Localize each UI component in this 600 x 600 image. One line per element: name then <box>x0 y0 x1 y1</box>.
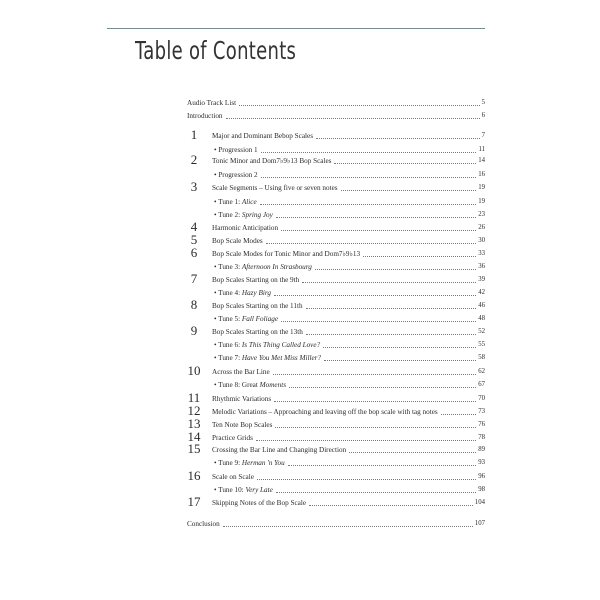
entry-title <box>212 366 270 378</box>
entry-title-text: • Tune 10: <box>214 486 246 494</box>
toc-entry <box>0 390 600 405</box>
page-number: 107 <box>474 520 485 527</box>
dot-leader <box>274 390 476 402</box>
toc-entry <box>0 339 600 351</box>
entry-title-text: Scale on Scale <box>212 473 254 481</box>
page-number: 104 <box>474 499 485 506</box>
dot-leader <box>306 297 477 309</box>
chapter-number: 15 <box>187 441 201 456</box>
toc-entry <box>0 484 600 496</box>
entry-title <box>214 313 278 325</box>
tune-title: Have You Met Miss Miller? <box>241 354 322 362</box>
dot-leader <box>289 376 476 388</box>
tune-title: Spring Joy <box>241 211 273 219</box>
page-number: 73 <box>478 408 485 415</box>
dot-leader <box>281 310 476 322</box>
page-number: 30 <box>478 237 485 244</box>
page-number: 67 <box>478 381 485 388</box>
dot-leader <box>441 403 477 415</box>
dot-leader <box>275 416 476 428</box>
page-number: 26 <box>478 224 485 231</box>
entry-title <box>187 110 223 122</box>
dot-leader <box>256 429 476 441</box>
page-number: 6 <box>481 112 485 119</box>
tune-title: Alice <box>241 198 257 206</box>
chapter-number: 14 <box>187 429 201 444</box>
dot-leader <box>288 454 477 466</box>
page-number: 39 <box>478 276 485 283</box>
entry-title-text: Practice Grids <box>212 434 253 442</box>
page-number: 19 <box>478 198 485 205</box>
entry-title <box>212 235 263 247</box>
page-number: 11 <box>478 146 485 153</box>
dot-leader <box>334 152 476 164</box>
chapter-number: 9 <box>190 323 198 338</box>
tune-title: Moments <box>259 381 287 389</box>
dot-leader <box>323 336 476 348</box>
page-number: 23 <box>478 211 485 218</box>
dot-leader <box>309 494 473 506</box>
chapter-number: 6 <box>190 245 198 260</box>
chapter-number: 13 <box>187 416 201 431</box>
entry-title-text: Melodic Variations – Approaching and leaving off the bop scale with tag notes <box>212 408 438 416</box>
dot-leader <box>306 323 476 335</box>
entry-title-text: Scale Segments – Using five or seven notes <box>212 184 338 192</box>
entry-title-text: Rhythmic Variations <box>212 395 272 403</box>
chapter-number: 16 <box>187 468 201 483</box>
page-number: 76 <box>478 421 485 428</box>
toc-entry <box>0 232 600 247</box>
entry-title-text: Major and Dominant Bebop Scales <box>212 132 314 140</box>
page-number: 33 <box>478 250 485 257</box>
toc-entry <box>0 518 600 530</box>
chapter-number: 2 <box>190 152 198 167</box>
entry-title <box>214 261 312 273</box>
dot-leader <box>239 94 479 106</box>
page-number: 5 <box>481 99 485 106</box>
chapter-number: 7 <box>190 271 198 286</box>
page-number: 78 <box>478 434 485 441</box>
entry-title-text: Conclusion <box>187 520 220 528</box>
dot-leader <box>349 441 476 453</box>
dot-leader <box>274 284 476 296</box>
entry-title <box>214 209 273 221</box>
chapter-number: 5 <box>190 232 198 247</box>
entry-title-text: • Tune 6: <box>214 341 242 349</box>
toc-entry <box>0 169 600 181</box>
entry-title-text: Bop Scales Starting on the 11th <box>212 302 303 310</box>
tune-title: Afternoon In Strasbourg <box>241 263 312 271</box>
entry-title <box>214 484 273 496</box>
entry-title-text: Bop Scales Starting on the 9th <box>212 276 300 284</box>
page-number: 52 <box>478 328 485 335</box>
entry-title <box>187 518 220 530</box>
toc-entry <box>0 313 600 325</box>
entry-title-text: • Tune 3: <box>214 263 242 271</box>
chapter-number: 3 <box>190 179 198 194</box>
toc-entry <box>0 323 600 338</box>
entry-title <box>214 339 320 351</box>
dot-leader <box>276 206 476 218</box>
page-number: 16 <box>478 171 485 178</box>
entry-title <box>212 471 254 483</box>
chapter-number: 1 <box>190 127 198 142</box>
page-number: 70 <box>478 395 485 402</box>
entry-title <box>214 287 271 299</box>
entry-title-text: Bop Scale Modes for Tonic Minor and Dom7♭9♭13 <box>212 250 361 258</box>
page-number: 42 <box>478 289 485 296</box>
dot-leader <box>316 127 480 139</box>
page-number: 62 <box>478 368 485 375</box>
entry-title <box>212 326 303 338</box>
chapter-number: 4 <box>190 219 198 234</box>
entry-title-text: Skipping Notes of the Bop Scale <box>212 499 307 507</box>
dot-leader <box>324 349 476 361</box>
dot-leader <box>257 468 476 480</box>
entry-title-text: Tonic Minor and Dom7♭9♭13 Bop Scales <box>212 157 332 165</box>
dot-leader <box>302 271 476 283</box>
dot-leader <box>276 481 476 493</box>
chapter-number: 12 <box>187 403 201 418</box>
dot-leader <box>315 258 476 270</box>
dot-leader <box>266 232 476 244</box>
dot-leader <box>281 219 476 231</box>
entry-title-text: Bop Scale Modes <box>212 237 263 245</box>
chapter-number: 10 <box>187 363 201 378</box>
page-number: 7 <box>481 132 485 139</box>
page-number: 48 <box>478 315 485 322</box>
page-number: 14 <box>478 157 485 164</box>
entry-title <box>212 393 271 405</box>
dot-leader <box>273 363 477 375</box>
toc-entry <box>0 287 600 299</box>
page-number: 93 <box>478 459 485 466</box>
tune-title: Herman 'n You <box>241 459 285 467</box>
entry-title-text: Across the Bar Line <box>212 368 270 376</box>
entry-title-text: • Tune 2: <box>214 211 242 219</box>
toc-entry <box>0 494 600 509</box>
dot-leader <box>341 179 477 191</box>
entry-title <box>214 169 258 181</box>
entry-title <box>214 196 257 208</box>
toc-entry <box>0 429 600 444</box>
tune-title: Is This Thing Called Love? <box>241 341 321 349</box>
dot-leader <box>260 193 477 205</box>
chapter-number: 8 <box>190 297 198 312</box>
toc-entry <box>0 261 600 273</box>
page-number: 96 <box>478 473 485 480</box>
entry-title-text: • Tune 7: <box>214 354 242 362</box>
entry-title-text: Crossing the Bar Line and Changing Direction <box>212 446 347 454</box>
chapter-number: 11 <box>187 390 201 405</box>
tune-title: Fall Foliage <box>241 315 279 323</box>
toc-entry <box>0 245 600 260</box>
entry-title-text: • Progression 1 <box>214 146 258 154</box>
tune-title: Very Late <box>245 486 273 494</box>
page-number: 98 <box>478 486 485 493</box>
page-number: 36 <box>478 263 485 270</box>
page-number: 58 <box>478 354 485 361</box>
tune-title: Hazy Birg <box>241 289 271 297</box>
page-title: Table of Contents <box>135 36 297 65</box>
entry-title <box>212 497 306 509</box>
dot-leader <box>261 166 477 178</box>
page-number: 46 <box>478 302 485 309</box>
entry-title-text: • Tune 8: Great <box>214 381 260 389</box>
entry-title-text: • Tune 5: <box>214 315 242 323</box>
chapter-number: 17 <box>187 494 201 509</box>
entry-title-text: • Tune 4: <box>214 289 242 297</box>
entry-title-text: Audio Track List <box>187 99 237 107</box>
dot-leader <box>363 245 476 257</box>
entry-title-text: • Tune 1: <box>214 198 242 206</box>
toc-entry <box>0 110 600 122</box>
entry-title-text: Introduction <box>187 112 223 120</box>
page-number: 19 <box>478 184 485 191</box>
entry-title-text: • Tune 9: <box>214 459 242 467</box>
dot-leader <box>226 107 480 119</box>
entry-title-text: • Progression 2 <box>214 171 258 179</box>
entry-title-text: Ten Note Bop Scales <box>212 421 273 429</box>
dot-leader <box>223 515 473 527</box>
entry-title-text: Bop Scales Starting on the 13th <box>212 328 303 336</box>
entry-title <box>212 432 253 444</box>
entry-title-text: Harmonic Anticipation <box>212 224 279 232</box>
page-number: 89 <box>478 446 485 453</box>
page-number: 55 <box>478 341 485 348</box>
